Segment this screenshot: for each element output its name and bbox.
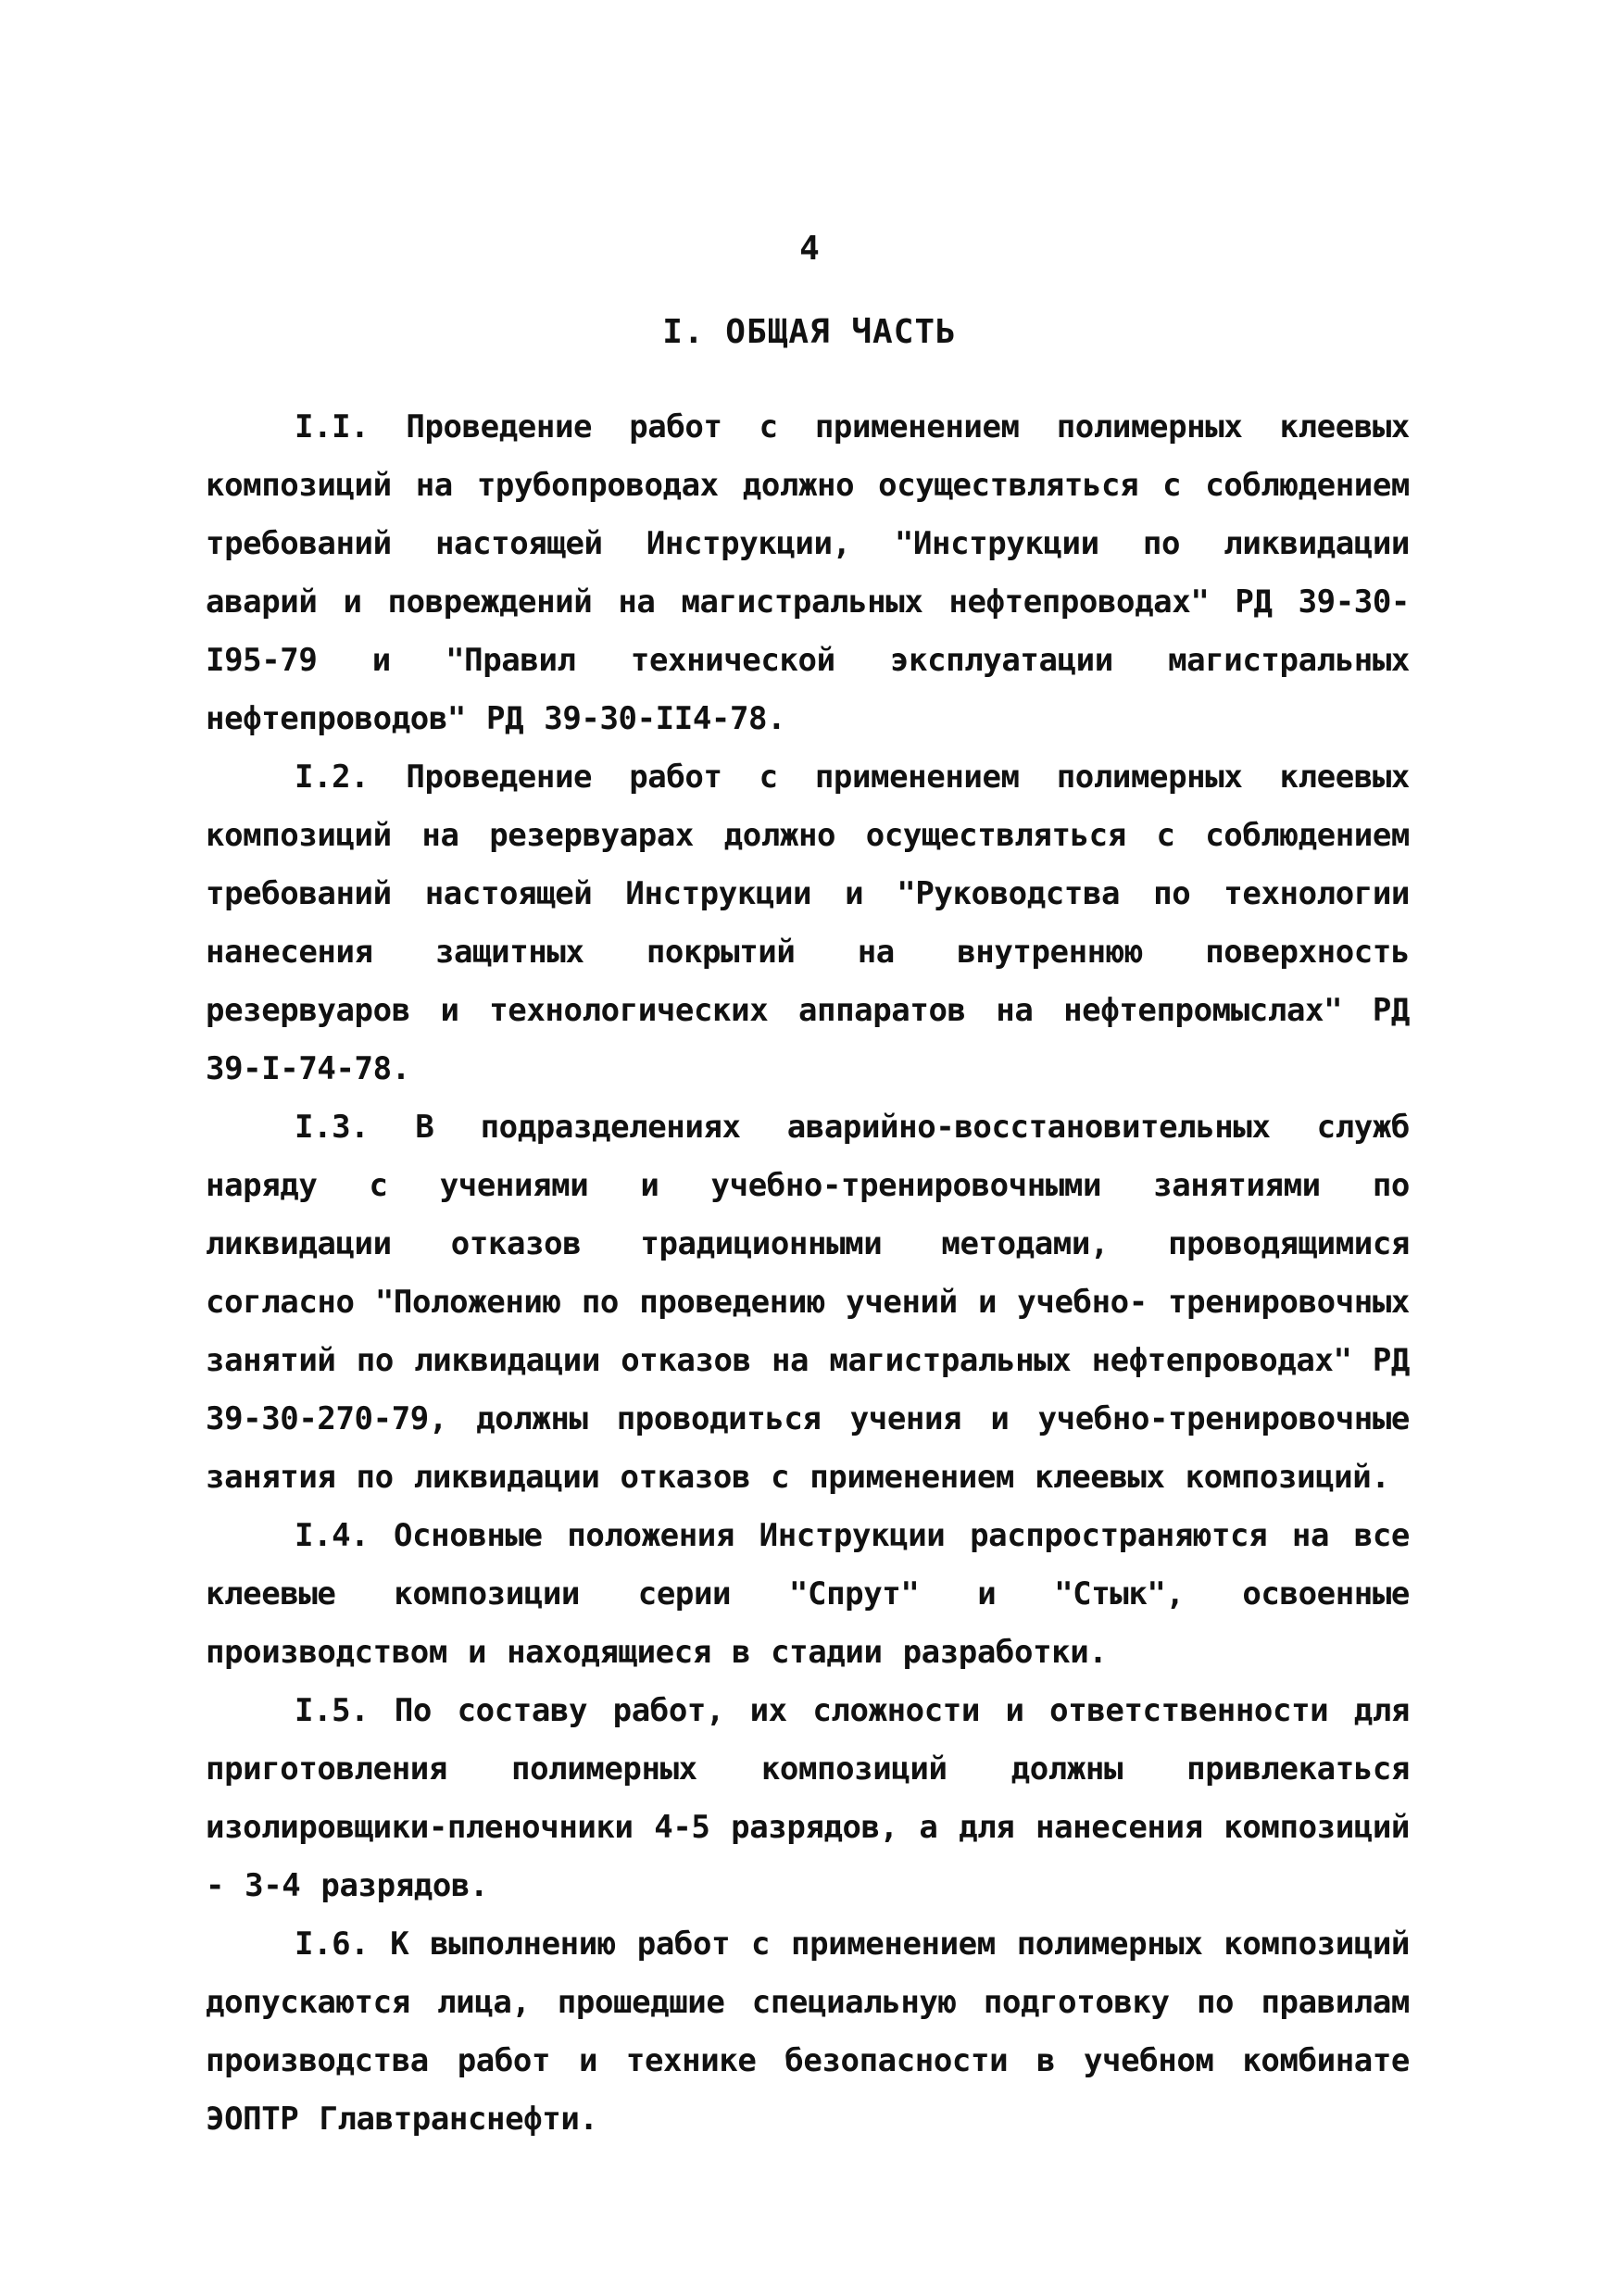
paragraph-number: I.I. bbox=[295, 408, 370, 445]
paragraph-1-2 bbox=[206, 748, 1410, 1098]
paragraph-1-1 bbox=[206, 398, 1410, 748]
paragraph-1-6 bbox=[206, 1915, 1410, 2149]
paragraph-text: К выполнению работ с применением полимерных композиций допускаются лица, прошедшие специальную подготовку по правилам производства работ и технике безопасности в учебном комбинате ЭОПТР Главтранснефти. bbox=[206, 1926, 1411, 2138]
paragraph-number: I.5. bbox=[295, 1692, 370, 1729]
paragraph-number: I.2. bbox=[295, 759, 370, 796]
paragraph-number: I.6. bbox=[295, 1926, 370, 1963]
paragraph-text: Проведение работ с применением полимерных клеевых композиций на резервуарах должно осуществляться с соблюдением требований настоящей Инструкции и "Руководства по технологии нанесения защитных покрытий на внутреннюю поверхность резервуаров и технологических аппаратов на нефтепромыслах" РД 39-I-74-78. bbox=[206, 759, 1410, 1087]
paragraph-1-5 bbox=[206, 1682, 1410, 1915]
paragraph-text: Проведение работ с применением полимерных клеевых композиций на трубопроводах должно осуществляться с соблюдением требований настоящей Инструкции, "Инструкции по ликвидации аварий и повреждений на магистральных нефтепроводах" РД 39-30-I95-79 и "Правил технической эксплуатации магистральных нефтепроводов" РД 39-30-II4-78. bbox=[206, 408, 1410, 737]
section-heading: I. ОБЩАЯ ЧАСТЬ bbox=[662, 313, 957, 351]
paragraph-1-4 bbox=[206, 1507, 1410, 1682]
page-number: 4 bbox=[799, 230, 820, 268]
paragraph-1-3 bbox=[206, 1098, 1410, 1507]
paragraph-text: По составу работ, их сложности и ответственности для приготовления полимерных композиций должны привлекаться изолировщики-пленочники 4-5 разрядов, а для нанесения композиций - 3-4 разрядов. bbox=[206, 1692, 1410, 1904]
document-body bbox=[206, 398, 1410, 2149]
paragraph-number: I.3. bbox=[295, 1109, 370, 1146]
paragraph-number: I.4. bbox=[295, 1517, 370, 1554]
paragraph-text: Основные положения Инструкции распространяются на все клеевые композиции серии "Спрут" и "Стык", освоенные производством и находящиеся в стадии разработки. bbox=[206, 1517, 1410, 1671]
paragraph-text: В подразделениях аварийно-восстановительных служб наряду с учениями и учебно-тренировочными занятиями по ликвидации отказов традиционными методами, проводящимися согласно "Положению по проведению учений и учебно- тренировочных занятий по ликвидации отказов на магистральных нефтепроводах" РД 39-30-270-79, должны проводиться учения и учебно-тренировочные занятия по ликвидации отказов с применением клеевых композиций. bbox=[206, 1109, 1410, 1496]
